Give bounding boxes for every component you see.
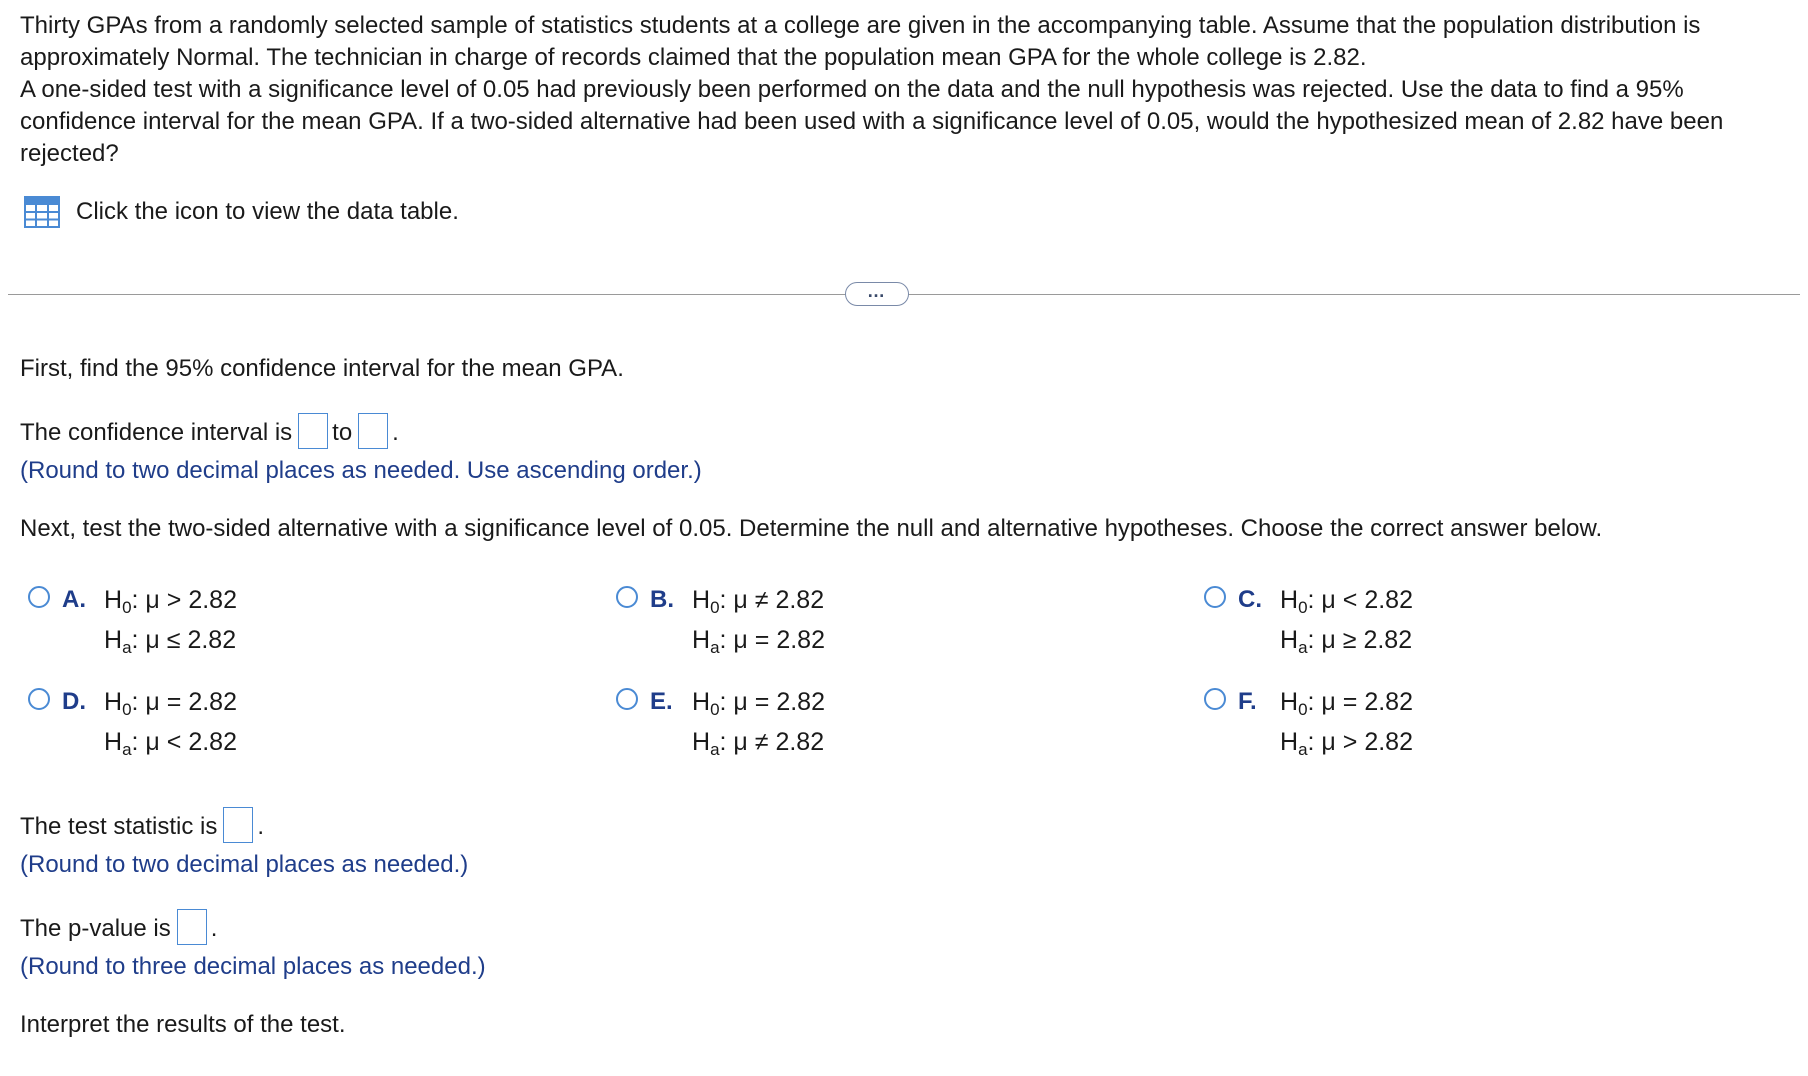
ci-answer-row <box>20 418 399 449</box>
option-e-h0: $H_0$: μ = 2.82 <box>692 688 825 719</box>
option-a-radio[interactable] <box>28 586 50 608</box>
ci-prefix: The confidence interval is <box>20 419 293 446</box>
hypotheses-prompt: Next, test the two-sided alternative with a significance level of 0.05. Determine the null and alternative hypotheses. Choose the correct answer below. <box>20 515 1603 542</box>
more-button[interactable] <box>845 282 909 306</box>
option-b-h0: $H_0$: μ ≠ 2.82 <box>692 586 825 617</box>
ci-upper-input[interactable] <box>358 413 388 449</box>
table-grid-icon[interactable] <box>24 196 60 228</box>
p-value-input[interactable] <box>177 909 207 945</box>
test-statistic-end: . <box>257 813 265 840</box>
test-statistic-input[interactable] <box>223 807 253 843</box>
option-a[interactable] <box>28 580 237 660</box>
option-a-h0: $H_0$: μ > 2.82 <box>104 586 237 617</box>
option-d-h0: $H_0$: μ = 2.82 <box>104 688 237 719</box>
option-a-letter: A. <box>62 586 86 613</box>
test-statistic-hint: (Round to two decimal places as needed.) <box>20 851 469 878</box>
option-b-letter: B. <box>650 586 674 613</box>
option-e-ha: $H_a$: μ ≠ 2.82 <box>692 728 825 759</box>
option-b[interactable] <box>616 580 825 660</box>
interpret-prompt: Interpret the results of the test. <box>20 1011 346 1038</box>
option-b-hypotheses <box>692 580 825 660</box>
option-c-ha: $H_a$: μ ≥ 2.82 <box>1280 626 1413 657</box>
option-e-radio[interactable] <box>616 688 638 710</box>
option-f-ha: $H_a$: μ > 2.82 <box>1280 728 1413 759</box>
option-e[interactable] <box>616 682 825 762</box>
option-f-hypotheses <box>1280 682 1413 762</box>
data-table-link[interactable] <box>24 196 459 228</box>
problem-text-2: A one-sided test with a significance level of 0.05 had previously been performed on the data and the null hypothesis was rejected. Use the data to find a 95% confidence interval for the mean GPA. If a two-sided alternative had been used with a significance level of 0.05, would the hypothesized mean of 2.82 have been rejected? <box>20 76 1724 167</box>
option-b-ha: $H_a$: μ = 2.82 <box>692 626 825 657</box>
p-value-prefix: The p-value is <box>20 915 171 942</box>
option-f-radio[interactable] <box>1204 688 1226 710</box>
option-f-letter: F. <box>1238 688 1257 715</box>
option-d-hypotheses <box>104 682 237 762</box>
ci-to-label: to <box>332 419 353 446</box>
ci-lower-input[interactable] <box>298 413 328 449</box>
option-c-h0: $H_0$: μ < 2.82 <box>1280 586 1413 617</box>
p-value-hint: (Round to three decimal places as needed.) <box>20 953 486 980</box>
option-d-radio[interactable] <box>28 688 50 710</box>
option-c-hypotheses <box>1280 580 1413 660</box>
p-value-end: . <box>210 915 218 942</box>
option-c[interactable] <box>1204 580 1413 660</box>
ci-end-period: . <box>392 419 399 446</box>
data-table-label: Click the icon to view the data table. <box>76 198 459 225</box>
problem-statement <box>20 10 1790 170</box>
option-d-ha: $H_a$: μ < 2.82 <box>104 728 237 759</box>
option-f-h0: $H_0$: μ = 2.82 <box>1280 688 1413 719</box>
p-value-row <box>20 914 217 945</box>
option-d-letter: D. <box>62 688 86 715</box>
option-e-hypotheses <box>692 682 825 762</box>
ci-hint: (Round to two decimal places as needed. Use ascending order.) <box>20 457 702 484</box>
option-b-radio[interactable] <box>616 586 638 608</box>
test-statistic-prefix: The test statistic is <box>20 813 218 840</box>
problem-text-1: Thirty GPAs from a randomly selected sample of statistics students at a college are given in the accompanying table. Assume that the population distribution is approximately Normal. The technician in charge of records claimed that the population mean GPA for the whole college is 2.82. <box>20 12 1701 71</box>
option-d[interactable] <box>28 682 237 762</box>
more-button-label: … <box>867 281 887 301</box>
option-a-ha: $H_a$: μ ≤ 2.82 <box>104 626 237 657</box>
option-f[interactable] <box>1204 682 1413 762</box>
option-e-letter: E. <box>650 688 673 715</box>
ci-prompt: First, find the 95% confidence interval for the mean GPA. <box>20 355 624 382</box>
test-statistic-row <box>20 812 264 843</box>
option-c-radio[interactable] <box>1204 586 1226 608</box>
option-a-hypotheses <box>104 580 237 660</box>
option-c-letter: C. <box>1238 586 1262 613</box>
